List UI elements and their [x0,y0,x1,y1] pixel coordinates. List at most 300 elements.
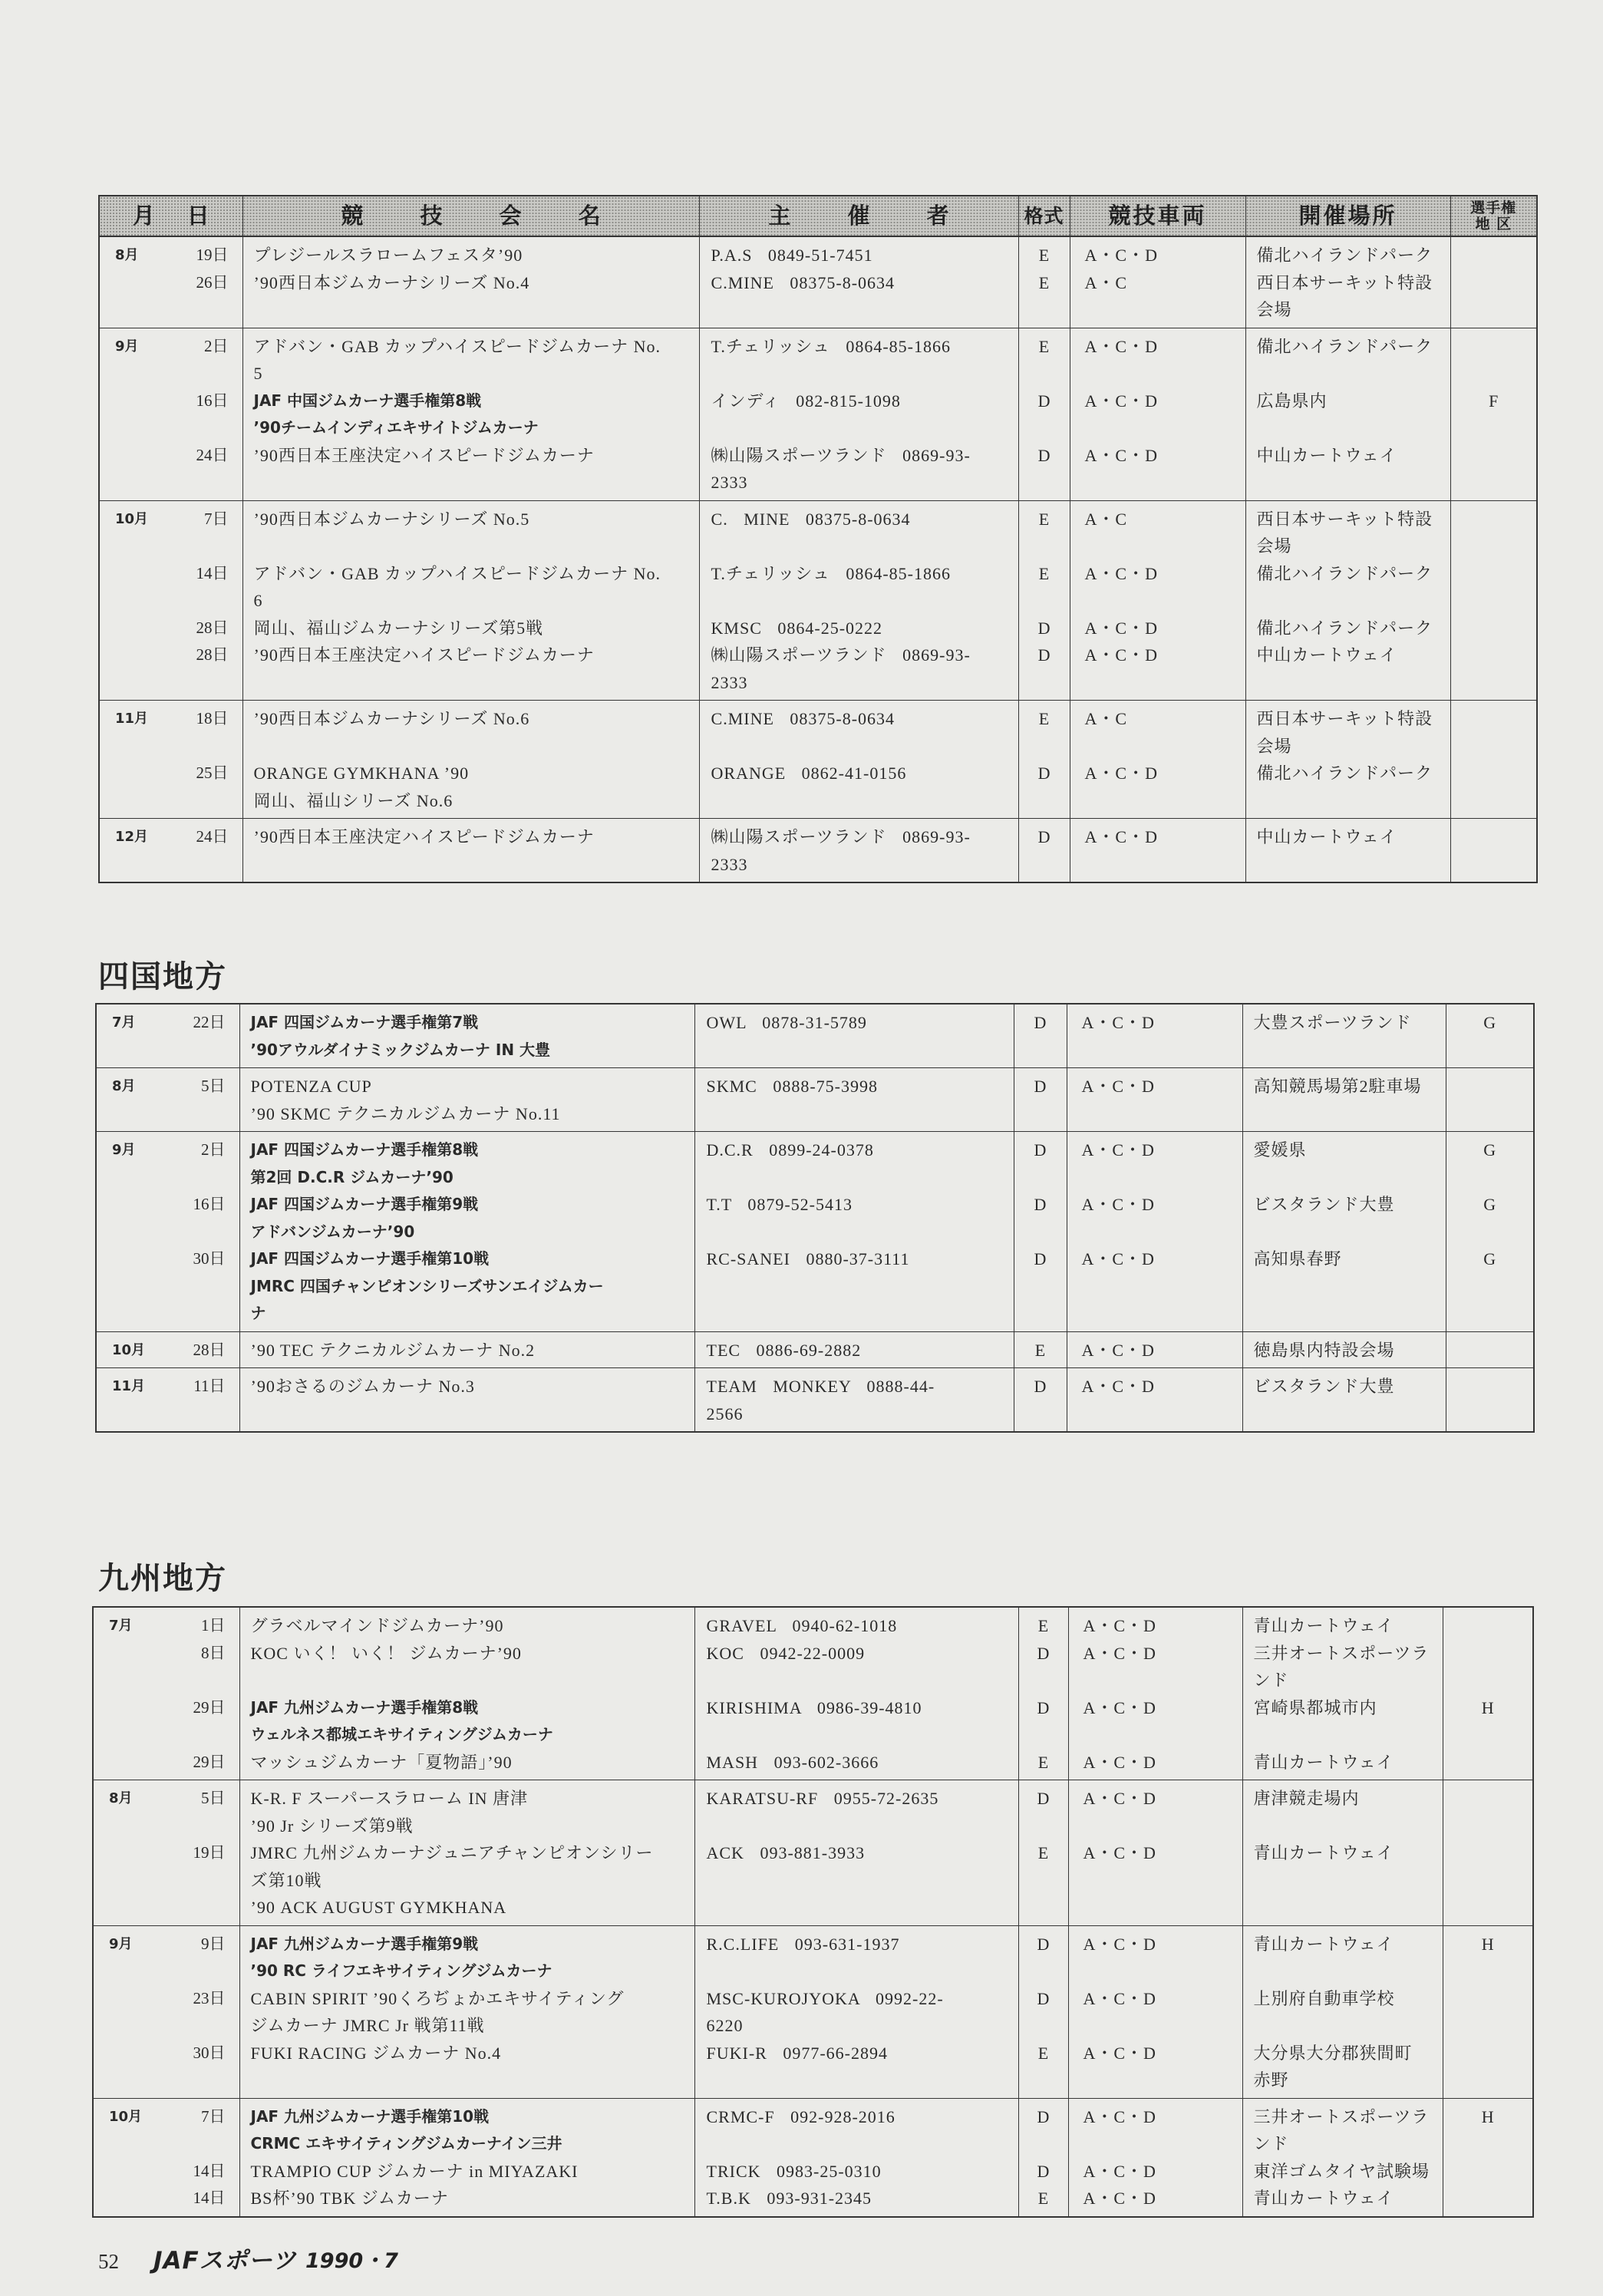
vehicles-cell: A・C・D [1068,1839,1242,1925]
vehicles-cell: A・C・D [1068,2158,1242,2185]
grade-cell: D [1018,1985,1068,2040]
organizer-cell: ㈱山陽スポーツランド 0869-93- 2333 [699,819,1018,883]
event-row [99,500,1537,560]
section-heading-kyushu: 九州地方 [98,1561,227,1596]
month-group [96,1368,1534,1433]
month-cell [96,1191,165,1245]
day-cell: 28日 [193,1340,226,1359]
month-group [96,1132,1534,1332]
month-cell [99,760,168,819]
region-cell [1446,1331,1534,1368]
region-cell [1450,615,1537,642]
event-name-cell: アドバン・GAB カップハイスピードジムカーナ No. 5 [242,328,699,388]
region-cell [1443,1640,1533,1694]
event-row [93,1985,1533,2040]
month-cell: 8月 [115,247,139,263]
day-cell: 24日 [196,827,229,846]
event-name-cell: JAF 九州ジムカーナ選手権第9戦 ’90 RC ライフエキサイティングジムカーナ [239,1925,694,1985]
organizer-cell: P.A.S 0849-51-7451 [699,236,1018,269]
event-name-cell: FUKI RACING ジムカーナ No.4 [239,2040,694,2099]
event-name-cell: ’90西日本ジムカーナシリーズ No.6 [242,701,699,760]
event-row [93,1640,1533,1694]
venue-cell: 三井オートスポーツラ ンド [1242,2098,1443,2158]
region-cell [1443,2158,1533,2185]
event-name-cell: BS杯’90 TBK ジムカーナ [239,2185,694,2217]
grade-cell: D [1018,819,1070,883]
region-cell: G [1446,1245,1534,1331]
grade-cell: E [1018,500,1070,560]
event-row [93,2158,1533,2185]
day-cell: 16日 [193,1195,226,1213]
vehicles-cell: A・C・D [1067,1132,1242,1192]
day-cell: 28日 [196,618,229,637]
vehicles-cell: A・C [1070,701,1245,760]
event-row [96,1331,1534,1368]
vehicles-cell: A・C・D [1067,1068,1242,1132]
header-vehicles: 競技車両 [1070,196,1245,236]
section-heading-shikoku: 四国地方 [98,959,227,995]
region-cell [1446,1068,1534,1132]
grade-cell: E [1018,1839,1068,1925]
event-row [99,615,1537,642]
header-venue: 開催場所 [1245,196,1450,236]
month-cell [99,388,168,442]
event-row [99,388,1537,442]
vehicles-cell: A・C・D [1070,819,1245,883]
event-name-cell: ’90西日本ジムカーナシリーズ No.5 [242,500,699,560]
event-name-cell: ’90西日本王座決定ハイスピードジムカーナ [242,819,699,883]
month-cell [99,560,168,615]
schedule-table [92,1606,1534,2218]
region-cell [1450,328,1537,388]
event-name-cell: JAF 中国ジムカーナ選手権第8戦 ’90チームインディエキサイトジムカーナ [242,388,699,442]
day-cell: 9日 [201,1934,226,1953]
venue-cell: 大豊スポーツランド [1242,1004,1446,1068]
venue-cell: 中山カートウェイ [1245,642,1450,701]
organizer-cell: ㈱山陽スポーツランド 0869-93- 2333 [699,442,1018,501]
venue-cell: 青山カートウェイ [1242,2185,1443,2217]
day-cell: 29日 [193,1752,226,1771]
event-row [93,2185,1533,2217]
month-cell: 7月 [109,1618,133,1634]
vehicles-cell: A・C・D [1070,560,1245,615]
schedule-table [98,195,1538,883]
day-cell: 18日 [196,709,229,727]
venue-cell: 高知県春野 [1242,1245,1446,1331]
vehicles-cell: A・C・D [1067,1245,1242,1331]
organizer-cell: FUKI-R 0977-66-2894 [694,2040,1018,2099]
vehicles-cell: A・C・D [1067,1004,1242,1068]
region-cell [1450,236,1537,269]
event-name-cell: ’90西日本王座決定ハイスピードジムカーナ [242,642,699,701]
organizer-cell: KARATSU-RF 0955-72-2635 [694,1780,1018,1840]
vehicles-cell: A・C・D [1068,1780,1242,1840]
region-cell [1443,1780,1533,1840]
event-row [96,1368,1534,1433]
grade-cell: E [1018,1607,1068,1640]
month-cell [93,2185,163,2217]
organizer-cell: R.C.LIFE 093-631-1937 [694,1925,1018,1985]
grade-cell: E [1018,236,1070,269]
event-row [96,1132,1534,1192]
region-cell: G [1446,1191,1534,1245]
venue-cell: 高知競馬場第2駐車場 [1242,1068,1446,1132]
venue-cell: 愛媛県 [1242,1132,1446,1192]
grade-cell: E [1018,701,1070,760]
day-cell: 2日 [204,336,229,355]
region-cell [1443,1985,1533,2040]
month-cell [93,1749,163,1780]
event-name-cell: JAF 九州ジムカーナ選手権第8戦 ウェルネス都城エキサイティングジムカーナ [239,1694,694,1749]
month-cell [99,269,168,328]
organizer-cell: ORANGE 0862-41-0156 [699,760,1018,819]
event-row [99,760,1537,819]
table-header [99,196,1537,236]
grade-cell: D [1018,760,1070,819]
vehicles-cell: A・C・D [1068,2040,1242,2099]
vehicles-cell: A・C [1070,500,1245,560]
venue-cell: 青山カートウェイ [1242,1749,1443,1780]
venue-cell: 大分県大分郡狭間町 赤野 [1242,2040,1443,2099]
day-cell: 22日 [193,1013,226,1031]
month-cell [99,615,168,642]
event-row [99,819,1537,883]
month-group [93,1925,1533,2098]
day-cell: 2日 [201,1140,226,1159]
region-cell: H [1443,1694,1533,1749]
region-cell [1450,701,1537,760]
organizer-cell: ㈱山陽スポーツランド 0869-93- 2333 [699,642,1018,701]
organizer-cell: KMSC 0864-25-0222 [699,615,1018,642]
event-row [99,642,1537,701]
event-row [93,1780,1533,1840]
event-name-cell: JAF 四国ジムカーナ選手権第9戦 アドバンジムカーナ’90 [239,1191,694,1245]
region-cell [1450,442,1537,501]
day-cell: 5日 [201,1789,226,1807]
day-cell: 14日 [193,2161,226,2180]
event-name-cell: KOC いく！ いく！ ジムカーナ’90 [239,1640,694,1694]
day-cell: 19日 [196,246,229,264]
organizer-cell: CRMC-F 092-928-2016 [694,2098,1018,2158]
month-group [99,819,1537,883]
venue-cell: 備北ハイランドパーク [1245,328,1450,388]
month-cell [93,2040,163,2099]
grade-cell: D [1018,442,1070,501]
day-cell: 7日 [204,509,229,528]
vehicles-cell: A・C・D [1068,1694,1242,1749]
event-row [99,442,1537,501]
header-row [99,196,1537,236]
month-cell: 9月 [112,1142,136,1158]
venue-cell: 唐津競走場内 [1242,1780,1443,1840]
day-cell: 7日 [201,2106,226,2126]
region-cell [1443,2040,1533,2099]
event-name-cell: 岡山、福山ジムカーナシリーズ第5戦 [242,615,699,642]
organizer-cell: SKMC 0888-75-3998 [694,1068,1014,1132]
vehicles-cell: A・C・D [1068,1607,1242,1640]
organizer-cell: T.T 0879-52-5413 [694,1191,1014,1245]
month-cell [93,1985,163,2040]
day-cell: 24日 [196,445,229,464]
grade-cell: D [1018,1640,1068,1694]
grade-cell: D [1018,1694,1068,1749]
event-name-cell: マッシュジムカーナ「夏物語」’90 [239,1749,694,1780]
event-name-cell: JMRC 九州ジムカーナジュニアチャンピオンシリー ズ第10戦 ’90 ACK AUGUST GYMKHANA [239,1839,694,1925]
venue-cell: 三井オートスポーツラ ンド [1242,1640,1443,1694]
month-group [99,328,1537,500]
month-group [96,1331,1534,1368]
grade-cell: D [1014,1368,1067,1433]
venue-cell: ビスタランド大豊 [1242,1368,1446,1433]
day-cell: 25日 [196,764,229,782]
event-row [99,236,1537,269]
event-row [96,1004,1534,1068]
grade-cell: D [1014,1132,1067,1192]
venue-cell: 広島県内 [1245,388,1450,442]
grade-cell: D [1018,1925,1068,1985]
day-cell: 28日 [196,645,229,664]
venue-cell: 青山カートウェイ [1242,1839,1443,1925]
month-cell: 9月 [109,1935,133,1952]
header-grade: 格式 [1018,196,1070,236]
event-name-cell: ’90おさるのジムカーナ No.3 [239,1368,694,1433]
month-cell: 10月 [109,2108,143,2125]
organizer-cell: MSC-KUROJYOKA 0992-22- 6220 [694,1985,1018,2040]
grade-cell: E [1014,1331,1067,1368]
header-championship-region: 選手権 地 区 [1450,196,1537,236]
event-row [93,1839,1533,1925]
venue-cell: 宮崎県都城市内 [1242,1694,1443,1749]
day-cell: 26日 [196,272,229,292]
month-group [96,1004,1534,1068]
event-name-cell: TRAMPIO CUP ジムカーナ in MIYAZAKI [239,2158,694,2185]
month-group [93,1607,1533,1780]
grade-cell: E [1018,1749,1068,1780]
region-cell [1450,819,1537,883]
venue-cell: 徳島県内特設会場 [1242,1331,1446,1368]
day-cell: 11日 [193,1377,226,1395]
month-cell [93,1640,163,1694]
venue-cell: 東洋ゴムタイヤ試験場 [1242,2158,1443,2185]
month-cell: 10月 [112,1341,146,1358]
venue-cell: 備北ハイランドパーク [1245,560,1450,615]
day-cell: 16日 [196,391,229,410]
grade-cell: D [1014,1068,1067,1132]
grade-cell: E [1018,328,1070,388]
grade-cell: D [1014,1004,1067,1068]
month-cell [93,1839,163,1925]
region-cell: F [1450,388,1537,442]
event-row [99,701,1537,760]
venue-cell: 中山カートウェイ [1245,442,1450,501]
month-group [99,701,1537,819]
venue-cell: 中山カートウェイ [1245,819,1450,883]
event-row [93,2040,1533,2099]
event-row [96,1068,1534,1132]
vehicles-cell: A・C・D [1070,615,1245,642]
header-event-name: 競 技 会 名 [242,196,699,236]
month-cell [99,642,168,701]
vehicles-cell: A・C・D [1068,2185,1242,2217]
event-name-cell: ORANGE GYMKHANA ’90 岡山、福山シリーズ No.6 [242,760,699,819]
organizer-cell: C.MINE 08375-8-0634 [699,701,1018,760]
venue-cell: 西日本サーキット特設 会場 [1245,500,1450,560]
region-cell [1450,500,1537,560]
grade-cell: E [1018,560,1070,615]
vehicles-cell: A・C・D [1067,1191,1242,1245]
month-cell [93,1694,163,1749]
venue-cell: 青山カートウェイ [1242,1925,1443,1985]
month-group [99,500,1537,701]
event-name-cell: プレジールスラロームフェスタ’90 [242,236,699,269]
day-cell: 19日 [193,1843,226,1862]
header-organizer: 主 催 者 [699,196,1018,236]
venue-cell: 上別府自動車学校 [1242,1985,1443,2040]
region-cell [1446,1368,1534,1433]
header-date: 月 日 [99,196,242,236]
venue-cell: 備北ハイランドパーク [1245,760,1450,819]
grade-cell: D [1014,1191,1067,1245]
event-name-cell: アドバン・GAB カップハイスピードジムカーナ No. 6 [242,560,699,615]
organizer-cell: KOC 0942-22-0009 [694,1640,1018,1694]
schedule-table [95,1003,1535,1433]
month-cell: 12月 [115,829,149,845]
vehicles-cell: A・C [1070,269,1245,328]
organizer-cell: T.チェリッシュ 0864-85-1866 [699,328,1018,388]
region-cell: H [1443,2098,1533,2158]
month-cell [96,1245,165,1331]
venue-cell: 青山カートウェイ [1242,1607,1443,1640]
day-cell: 23日 [193,1988,226,2007]
day-cell: 1日 [201,1616,226,1635]
organizer-cell: T.チェリッシュ 0864-85-1866 [699,560,1018,615]
organizer-cell: T.B.K 093-931-2345 [694,2185,1018,2217]
organizer-cell: D.C.R 0899-24-0378 [694,1132,1014,1192]
grade-cell: D [1018,615,1070,642]
month-cell: 8月 [112,1078,136,1094]
organizer-cell: ACK 093-881-3933 [694,1839,1018,1925]
event-row [93,1694,1533,1749]
organizer-cell: OWL 0878-31-5789 [694,1004,1014,1068]
month-cell: 11月 [115,711,149,727]
month-cell [93,2158,163,2185]
organizer-cell: KIRISHIMA 0986-39-4810 [694,1694,1018,1749]
organizer-cell: C. MINE 08375-8-0634 [699,500,1018,560]
vehicles-cell: A・C・D [1068,1985,1242,2040]
organizer-cell: インディ 082-815-1098 [699,388,1018,442]
vehicles-cell: A・C・D [1070,442,1245,501]
event-name-cell: CABIN SPIRIT ’90くろぢょかエキサイティング ジムカーナ JMRC Jr 戦第11戦 [239,1985,694,2040]
month-cell: 11月 [112,1378,146,1394]
organizer-cell: C.MINE 08375-8-0634 [699,269,1018,328]
month-group [93,1780,1533,1926]
vehicles-cell: A・C・D [1068,1640,1242,1694]
event-row [99,560,1537,615]
vehicles-cell: A・C・D [1067,1331,1242,1368]
grade-cell: E [1018,2040,1068,2099]
vehicles-cell: A・C・D [1067,1368,1242,1433]
region-cell: H [1443,1925,1533,1985]
grade-cell: D [1018,1780,1068,1840]
grade-cell: D [1018,2098,1068,2158]
month-group [99,236,1537,328]
region-cell [1443,2185,1533,2217]
vehicles-cell: A・C・D [1068,2098,1242,2158]
organizer-cell: RC-SANEI 0880-37-3111 [694,1245,1014,1331]
organizer-cell: TEAM MONKEY 0888-44- 2566 [694,1368,1014,1433]
region-cell [1443,1749,1533,1780]
event-name-cell: JAF 九州ジムカーナ選手権第10戦 CRMC エキサイティングジムカーナイン三井 [239,2098,694,2158]
month-cell: 10月 [115,510,149,527]
venue-cell: 西日本サーキット特設 会場 [1245,701,1450,760]
organizer-cell: GRAVEL 0940-62-1018 [694,1607,1018,1640]
grade-cell: D [1018,388,1070,442]
day-cell: 30日 [193,2043,226,2062]
region-cell [1443,1839,1533,1925]
venue-cell: ビスタランド大豊 [1242,1191,1446,1245]
event-name-cell: JAF 四国ジムカーナ選手権第10戦 JMRC 四国チャンピオンシリーズサンエイジムカー ナ [239,1245,694,1331]
day-cell: 29日 [193,1697,226,1717]
event-row [96,1191,1534,1245]
vehicles-cell: A・C・D [1070,760,1245,819]
vehicles-cell: A・C・D [1070,236,1245,269]
month-cell: 7月 [112,1014,136,1031]
event-name-cell: グラベルマインドジムカーナ’90 [239,1607,694,1640]
day-cell: 8日 [201,1643,226,1662]
issue-date: 1990・7 [305,2249,398,2273]
grade-cell: D [1014,1245,1067,1331]
region-cell [1450,642,1537,701]
venue-cell: 西日本サーキット特設 会場 [1245,269,1450,328]
event-row [93,1925,1533,1985]
region-cell [1450,560,1537,615]
day-cell: 14日 [193,2189,226,2207]
event-name-cell: ’90西日本王座決定ハイスピードジムカーナ [242,442,699,501]
venue-cell: 備北ハイランドパーク [1245,615,1450,642]
month-group [96,1068,1534,1132]
event-row [93,2098,1533,2158]
page-number: 52 [98,2250,119,2273]
magazine-logo: JAFスポーツ [153,2247,297,2275]
vehicles-cell: A・C・D [1068,1749,1242,1780]
month-group [93,2098,1533,2217]
vehicles-cell: A・C・D [1070,642,1245,701]
organizer-cell: TRICK 0983-25-0310 [694,2158,1018,2185]
day-cell: 5日 [201,1077,226,1095]
grade-cell: E [1018,2185,1068,2217]
event-row [99,269,1537,328]
event-row [93,1607,1533,1640]
region-cell [1443,1607,1533,1640]
event-name-cell: ’90西日本ジムカーナシリーズ No.4 [242,269,699,328]
event-name-cell: JAF 四国ジムカーナ選手権第7戦 ’90アウルダイナミックジムカーナ IN 大豊 [239,1004,694,1068]
vehicles-cell: A・C・D [1070,328,1245,388]
month-cell [99,442,168,501]
event-name-cell: JAF 四国ジムカーナ選手権第8戦 第2回 D.C.R ジムカーナ’90 [239,1132,694,1192]
event-name-cell: K-R. F スーパースラローム IN 唐津 ’90 Jr シリーズ第9戦 [239,1780,694,1840]
grade-cell: D [1018,2158,1068,2185]
event-row [96,1245,1534,1331]
event-name-cell: ’90 TEC テクニカルジムカーナ No.2 [239,1331,694,1368]
event-name-cell: POTENZA CUP ’90 SKMC テクニカルジムカーナ No.11 [239,1068,694,1132]
month-cell: 8月 [109,1790,133,1806]
region-cell: G [1446,1004,1534,1068]
grade-cell: D [1018,642,1070,701]
region-cell: G [1446,1132,1534,1192]
venue-cell: 備北ハイランドパーク [1245,236,1450,269]
month-cell: 9月 [115,338,139,355]
event-row [93,1749,1533,1780]
